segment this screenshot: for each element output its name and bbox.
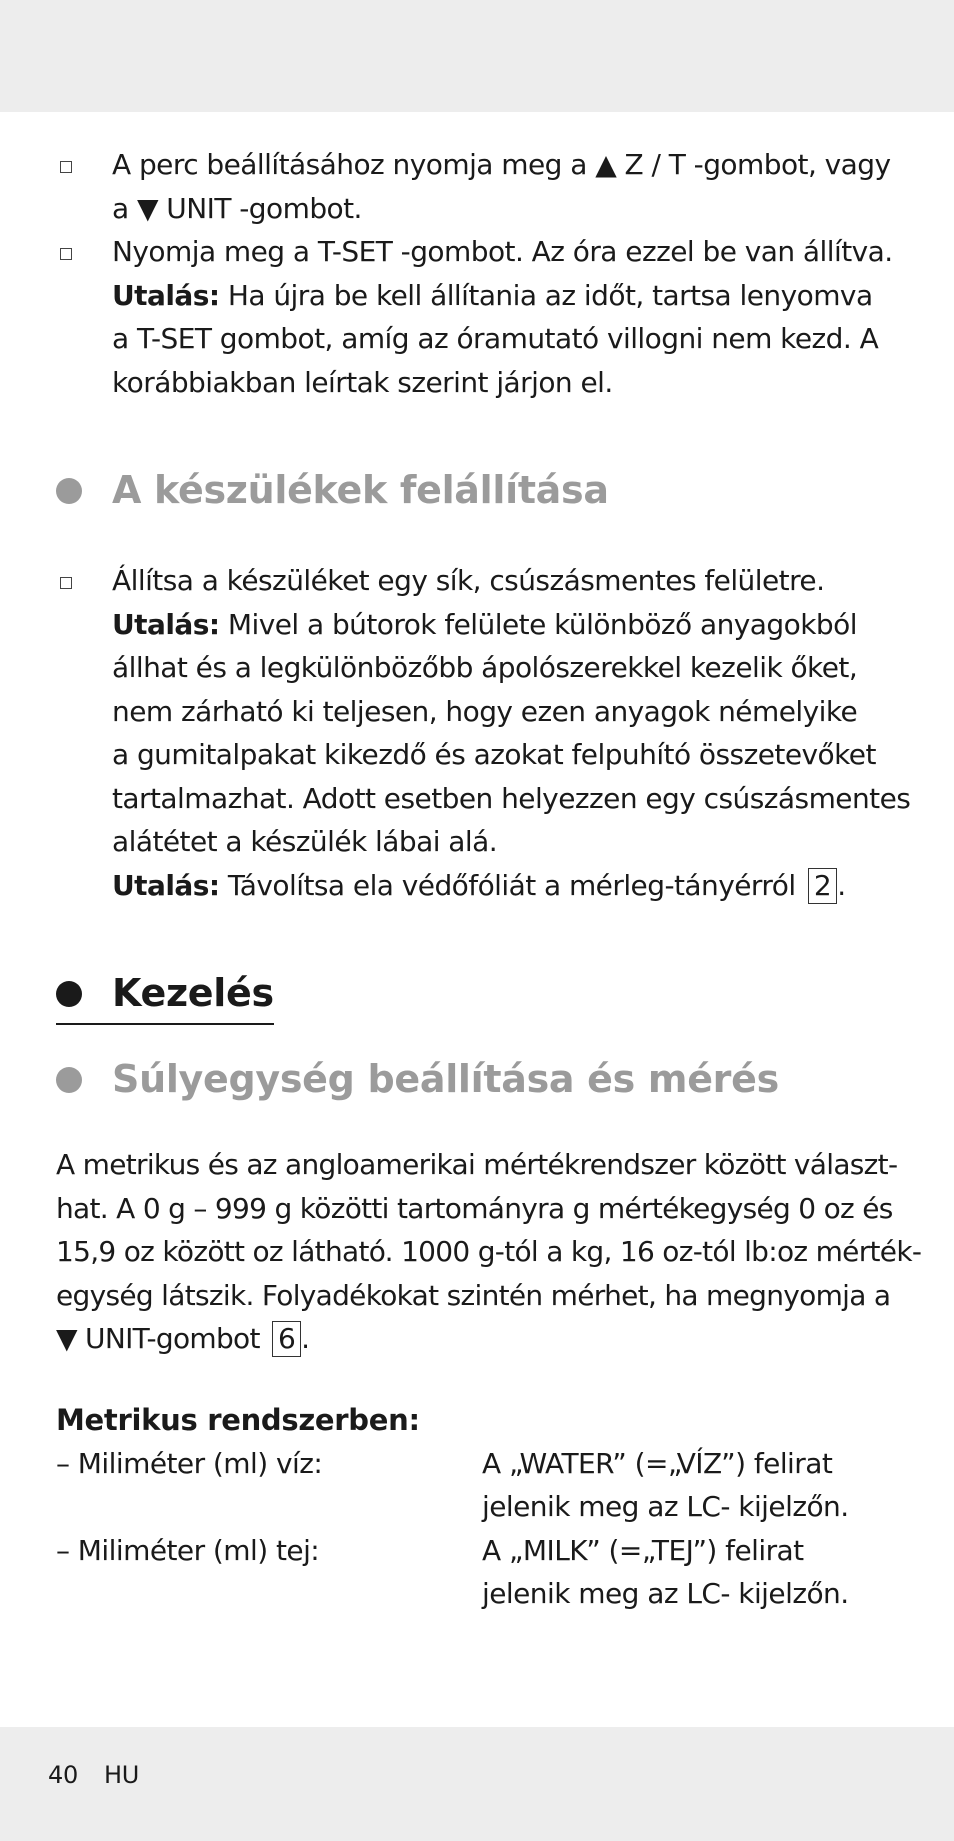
header-band xyxy=(0,0,954,112)
note-line xyxy=(112,864,906,908)
bullet-dot-icon xyxy=(56,1067,82,1093)
section-heading-unit xyxy=(56,1055,906,1103)
table-row xyxy=(56,1442,906,1529)
checkbox-square-icon xyxy=(60,577,72,589)
note-text: Mivel a bútorok felülete különböző anyagokból xyxy=(219,607,857,641)
row-label: – Miliméter (ml) víz: xyxy=(56,1446,323,1480)
text-line: a T-SET gombot, amíg az óramutató villogni nem kezd. A xyxy=(112,322,879,355)
text-segment: ▼ UNIT-gombot xyxy=(56,1322,260,1355)
text-line: hat. A 0 g – 999 g közötti tartományra g mértékegység 0 oz és xyxy=(56,1191,893,1225)
text-line: A „WATER” (=„VÍZ”) felirat xyxy=(482,1446,833,1480)
page-number: 40 xyxy=(48,1761,78,1789)
subheading-metric: Metrikus rendszerben: xyxy=(56,1402,420,1437)
note-label: Utalás: xyxy=(112,868,220,902)
row-value xyxy=(482,1442,906,1529)
text-line: Állítsa a készüléket egy sík, csúszásmentes felületre. xyxy=(112,564,825,597)
text-line: 15,9 oz között oz látható. 1000 g-tól a kg, 16 oz-tól lb:oz mérték- xyxy=(56,1235,922,1268)
text-line: egység látszik. Folyadékokat szintén mérhet, ha megnyomja a xyxy=(56,1278,891,1312)
list-item xyxy=(56,230,906,404)
note-label: Utalás: xyxy=(112,278,220,312)
note-text: Távolítsa ela védőfóliát a mérleg-tányérról xyxy=(219,868,796,902)
punctuation: . xyxy=(301,1322,310,1355)
page-content xyxy=(56,143,922,1616)
text-line: A perc beállításához nyomja meg a ▲ Z / T -gombot, vagy xyxy=(112,148,891,181)
footer xyxy=(48,1761,165,1789)
note-line xyxy=(112,603,906,647)
row-label: – Miliméter (ml) tej: xyxy=(56,1533,320,1567)
text-line: tartalmazhat. Adott esetben helyezzen egy csúszásmentes xyxy=(112,781,911,815)
text-line: A metrikus és az angloamerikai mértékrendszer között választ- xyxy=(56,1148,898,1181)
section-heading-setup xyxy=(56,466,906,514)
text-line: alátétet a készülék lábai alá. xyxy=(112,825,498,858)
note-line xyxy=(112,274,906,318)
text-line: Nyomja meg a T-SET -gombot. Az óra ezzel be van állítva. xyxy=(112,235,893,268)
text-line: nem zárható ki teljesen, hogy ezen anyagok némelyike xyxy=(112,694,858,728)
list-item xyxy=(56,559,911,907)
text-line: A „MILK” (=„TEJ”) felirat xyxy=(482,1533,804,1567)
text-line: korábbiakban leírtak szerint járjon el. xyxy=(112,365,613,399)
text-line: a ▼ UNIT -gombot. xyxy=(112,191,362,225)
checkbox-square-icon xyxy=(60,161,72,173)
table-row xyxy=(56,1529,906,1616)
section-heading-operation-wrap xyxy=(56,969,906,1025)
text-line: jelenik meg az LC- kijelzőn. xyxy=(482,1490,849,1523)
text-line: a gumitalpakat kikezdő és azokat felpuhító összetevőket xyxy=(112,738,876,771)
bullet-dot-icon xyxy=(56,981,82,1007)
section-heading-operation xyxy=(56,969,274,1025)
checkbox-square-icon xyxy=(60,248,72,260)
body-paragraph xyxy=(56,1143,922,1361)
reference-number-box: 6 xyxy=(272,1321,301,1357)
bullet-dot-icon xyxy=(56,478,82,504)
language-code: HU xyxy=(103,1761,139,1789)
row-value xyxy=(482,1529,906,1616)
text-line: jelenik meg az LC- kijelzőn. xyxy=(482,1577,849,1610)
heading-text: A készülékek felállítása xyxy=(112,468,609,512)
note-label: Utalás: xyxy=(112,607,220,641)
note-text: Ha újra be kell állítania az időt, tartsa lenyomva xyxy=(219,278,873,312)
reference-number-box: 2 xyxy=(808,868,837,904)
heading-text: Kezelés xyxy=(112,971,274,1015)
punctuation: . xyxy=(837,868,846,902)
text-line xyxy=(56,1317,906,1361)
list-item xyxy=(56,143,906,230)
heading-text: Súlyegység beállítása és mérés xyxy=(112,1057,779,1101)
text-line: állhat és a legkülönbözőbb ápolószerekkel kezelik őket, xyxy=(112,651,858,684)
